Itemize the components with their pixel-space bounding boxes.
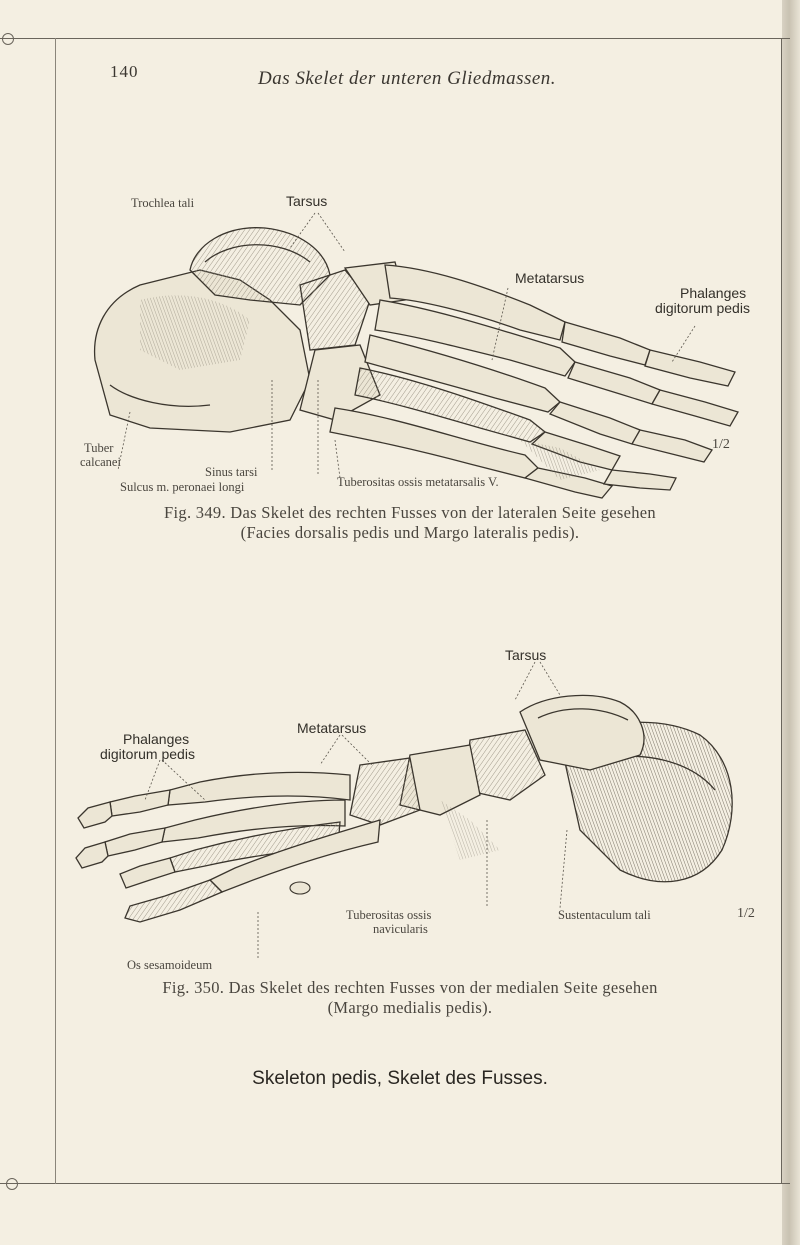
label-digitorum-pedis-medial: digitorum pedis <box>100 746 195 762</box>
label-metatarsus-medial: Metatarsus <box>297 720 367 736</box>
label-sulcus-peronaei: Sulcus m. peronaei longi <box>120 480 245 494</box>
figure-350-caption-line2: (Margo medialis pedis). <box>327 998 493 1017</box>
figure-350-caption-line1: Fig. 350. Das Skelet des rechten Fusses von der medialen Seite gesehen <box>162 978 658 997</box>
sesamoid-bone-shape <box>290 882 310 894</box>
label-navicularis: navicularis <box>373 922 428 936</box>
label-tuberositas-metatarsalis: Tuberositas ossis metatarsalis V. <box>337 475 499 489</box>
label-tarsus-medial: Tarsus <box>505 647 547 663</box>
running-head: Das Skelet der unteren Gliedmassen. <box>258 68 557 89</box>
label-sustentaculum-tali: Sustentaculum tali <box>558 908 651 922</box>
label-calcanei: calcanei <box>80 455 121 469</box>
label-tarsus: Tarsus <box>286 193 328 209</box>
label-phalanges: Phalanges <box>680 285 747 301</box>
label-trochlea-tali: Trochlea tali <box>131 196 195 210</box>
figure-349-caption-line1: Fig. 349. Das Skelet des rechten Fusses von der lateralen Seite gesehen <box>164 503 656 522</box>
plate-title: Skeleton pedis, Skelet des Fusses. <box>252 1068 548 1089</box>
label-os-sesamoideum: Os sesamoideum <box>127 958 213 972</box>
label-sinus-tarsi: Sinus tarsi <box>205 465 258 479</box>
label-tuberositas-navicularis: Tuberositas ossis <box>346 908 432 922</box>
label-tuber: Tuber <box>84 441 114 455</box>
label-phalanges-medial: Phalanges <box>123 731 190 747</box>
label-scale-medial: 1/2 <box>737 906 755 921</box>
label-scale: 1/2 <box>712 437 730 452</box>
page-number: 140 <box>110 62 139 81</box>
figure-349-caption-line2: (Facies dorsalis pedis und Margo lateralis pedis). <box>240 523 580 542</box>
label-digitorum-pedis: digitorum pedis <box>655 300 750 316</box>
label-metatarsus: Metatarsus <box>515 270 585 286</box>
